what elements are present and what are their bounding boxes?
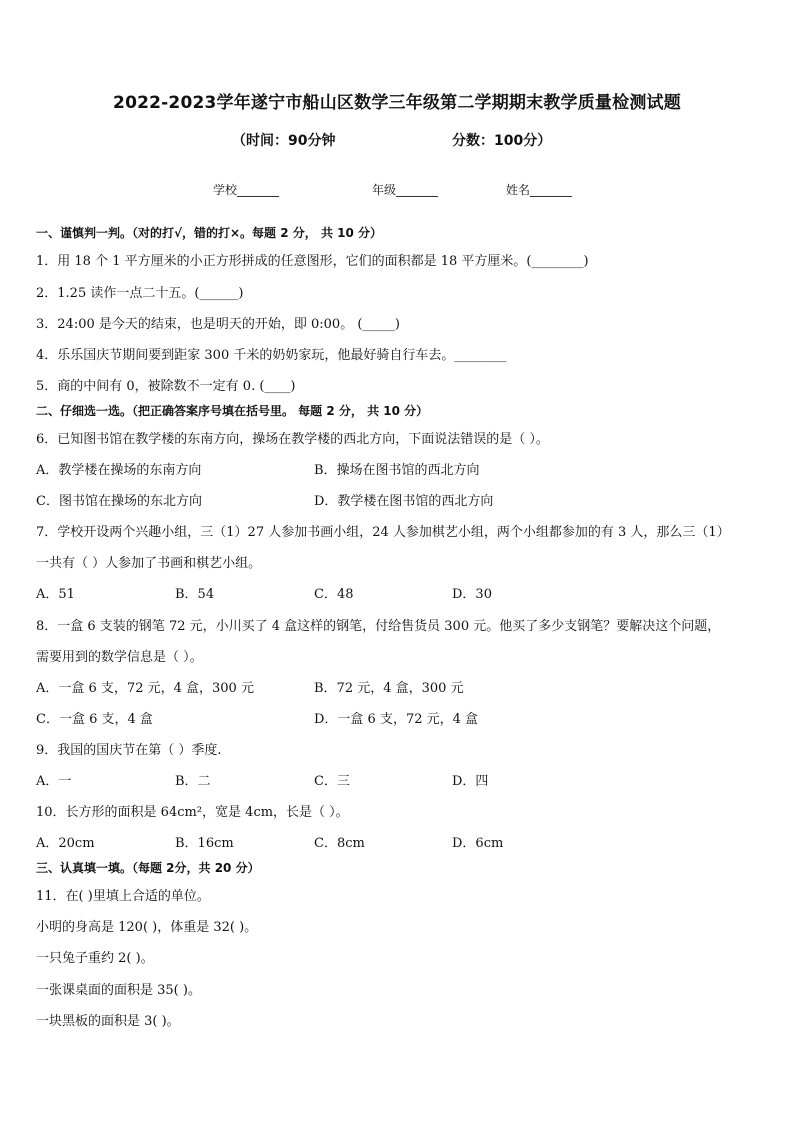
option-8a: A．一盒 6 支，72 元，4 盒，300 元 <box>36 681 254 696</box>
question-10: 10．长方形的面积是 64cm²，宽是 4cm，长是（ ）。 <box>36 805 349 820</box>
section-heading-3: 三、认真填一填。（每题 2分，共 20 分） <box>36 861 260 875</box>
option-9d: D．四 <box>452 774 489 789</box>
option-8b: B．72 元，4 盒，300 元 <box>314 681 464 696</box>
option-9a: A．一 <box>36 774 72 789</box>
question-6: 6．已知图书馆在教学楼的东南方向，操场在教学楼的西北方向，下面说法错误的是（ ）。 <box>36 432 549 447</box>
question-11-item-4: 一块黑板的面积是 3( )。 <box>36 1014 180 1029</box>
option-7c: C．48 <box>314 587 354 602</box>
question-11-item-3: 一张课桌面的面积是 35( )。 <box>36 983 201 998</box>
question-11: 11．在( )里填上合适的单位。 <box>36 889 210 904</box>
question-8-line-1: 8．一盒 6 支装的钢笔 72 元，小川买了 4 盒这样的钢笔，付给售货员 300 元。他买了多少支钢笔？要解决这个问题， <box>36 619 721 634</box>
section-heading-1: 一、谨慎判一判。（对的打√，错的打×。每题 2 分， 共 10 分） <box>36 226 382 240</box>
option-10d: D．6cm <box>452 836 504 851</box>
question-11-item-1: 小明的身高是 120( )，体重是 32( )。 <box>36 920 258 935</box>
option-9b: B．二 <box>175 774 211 789</box>
grade-field: 年级_______ <box>372 183 439 197</box>
option-10a: A．20cm <box>36 836 95 851</box>
question-7-line-1: 7．学校开设两个兴趣小组，三（1）27 人参加书画小组，24 人参加棋艺小组，两个小组都参加的有 3 人，那么三（1） <box>36 525 730 540</box>
exam-time: （时间：90分钟 <box>232 133 336 149</box>
option-10b: B．16cm <box>175 836 234 851</box>
option-7b: B．54 <box>175 587 215 602</box>
option-9c: C．三 <box>314 774 350 789</box>
option-6a: A．教学楼在操场的东南方向 <box>36 463 202 478</box>
option-8c: C．一盒 6 支，4 盒 <box>36 712 153 727</box>
section-heading-2: 二、仔细选一选。（把正确答案序号填在括号里。 每题 2 分， 共 10 分） <box>36 404 429 418</box>
option-6d: D．教学楼在图书馆的西北方向 <box>314 494 494 509</box>
question-11-item-2: 一只兔子重约 2( )。 <box>36 951 154 966</box>
option-6b: B．操场在图书馆的西北方向 <box>314 463 480 478</box>
option-6c: C．图书馆在操场的东北方向 <box>36 494 202 509</box>
question-7-line-2: 一共有（ ）人参加了书画和棋艺小组。 <box>36 556 262 571</box>
question-8-line-2: 需要用到的数学信息是（ ）。 <box>36 650 203 665</box>
exam-score: 分数：100分） <box>452 133 552 149</box>
question-1: 1．用 18 个 1 平方厘米的小正方形拼成的任意图形，它们的面积都是 18 平方厘米。(________) <box>36 254 589 269</box>
option-7d: D．30 <box>452 587 492 602</box>
question-2: 2．1.25 读作一点二十五。(______) <box>36 286 244 301</box>
school-field: 学校_______ <box>213 183 280 197</box>
question-9: 9．我国的国庆节在第（ ）季度. <box>36 743 222 758</box>
option-10c: C．8cm <box>314 836 365 851</box>
question-5: 5．商的中间有 0，被除数不一定有 0. (____) <box>36 379 296 394</box>
question-3: 3．24:00 是今天的结束，也是明天的开始，即 0:00。 (_____) <box>36 317 400 332</box>
option-8d: D．一盒 6 支，72 元，4 盒 <box>314 712 479 727</box>
option-7a: A．51 <box>36 587 75 602</box>
question-4: 4．乐乐国庆节期间要到距家 300 千米的奶奶家玩，他最好骑自行车去。________ <box>36 348 507 363</box>
name-field: 姓名_______ <box>506 183 573 197</box>
exam-title: 2022-2023学年遂宁市船山区数学三年级第二学期期末教学质量检测试题 <box>113 93 681 113</box>
